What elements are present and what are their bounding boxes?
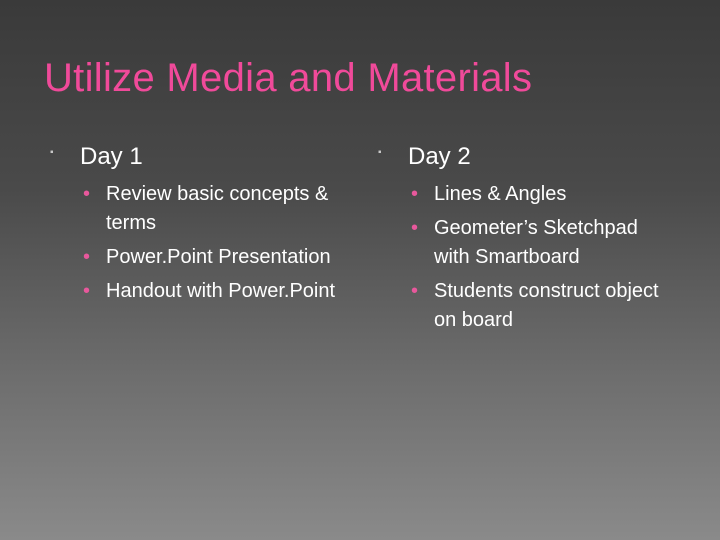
day-2-column bbox=[376, 140, 676, 340]
round-bullet-icon: • bbox=[83, 280, 91, 302]
day-1-heading-row bbox=[48, 140, 348, 174]
round-bullet-icon: • bbox=[411, 183, 419, 205]
list-item bbox=[408, 180, 676, 209]
day-2-item-list bbox=[376, 180, 676, 335]
day-1-heading: Day 1 bbox=[80, 143, 143, 170]
list-item-text: Lines & Angles bbox=[434, 183, 567, 205]
small-square-bullet-icon: ▪ bbox=[378, 147, 382, 158]
list-item bbox=[80, 243, 348, 272]
list-item-text: Handout with Power.Point bbox=[106, 280, 336, 302]
round-bullet-icon: • bbox=[411, 280, 419, 302]
list-item bbox=[408, 214, 676, 272]
round-bullet-icon: • bbox=[411, 217, 419, 239]
day-2-heading: Day 2 bbox=[408, 143, 471, 170]
round-bullet-icon: • bbox=[83, 183, 91, 205]
day-1-column bbox=[48, 140, 348, 311]
list-item-text: Power.Point Presentation bbox=[106, 246, 331, 268]
round-bullet-icon: • bbox=[83, 246, 91, 268]
list-item-text: Review basic concepts & terms bbox=[106, 183, 329, 234]
day-2-heading-row bbox=[376, 140, 676, 174]
day-1-item-list bbox=[48, 180, 348, 306]
slide-title: Utilize Media and Materials bbox=[44, 56, 533, 100]
list-item-text: Students construct object on board bbox=[434, 280, 659, 331]
list-item bbox=[408, 277, 676, 335]
list-item bbox=[80, 180, 348, 238]
list-item bbox=[80, 277, 348, 306]
list-item-text: Geometer’s Sketchpad with Smartboard bbox=[434, 217, 638, 268]
small-square-bullet-icon: ▪ bbox=[50, 147, 54, 158]
